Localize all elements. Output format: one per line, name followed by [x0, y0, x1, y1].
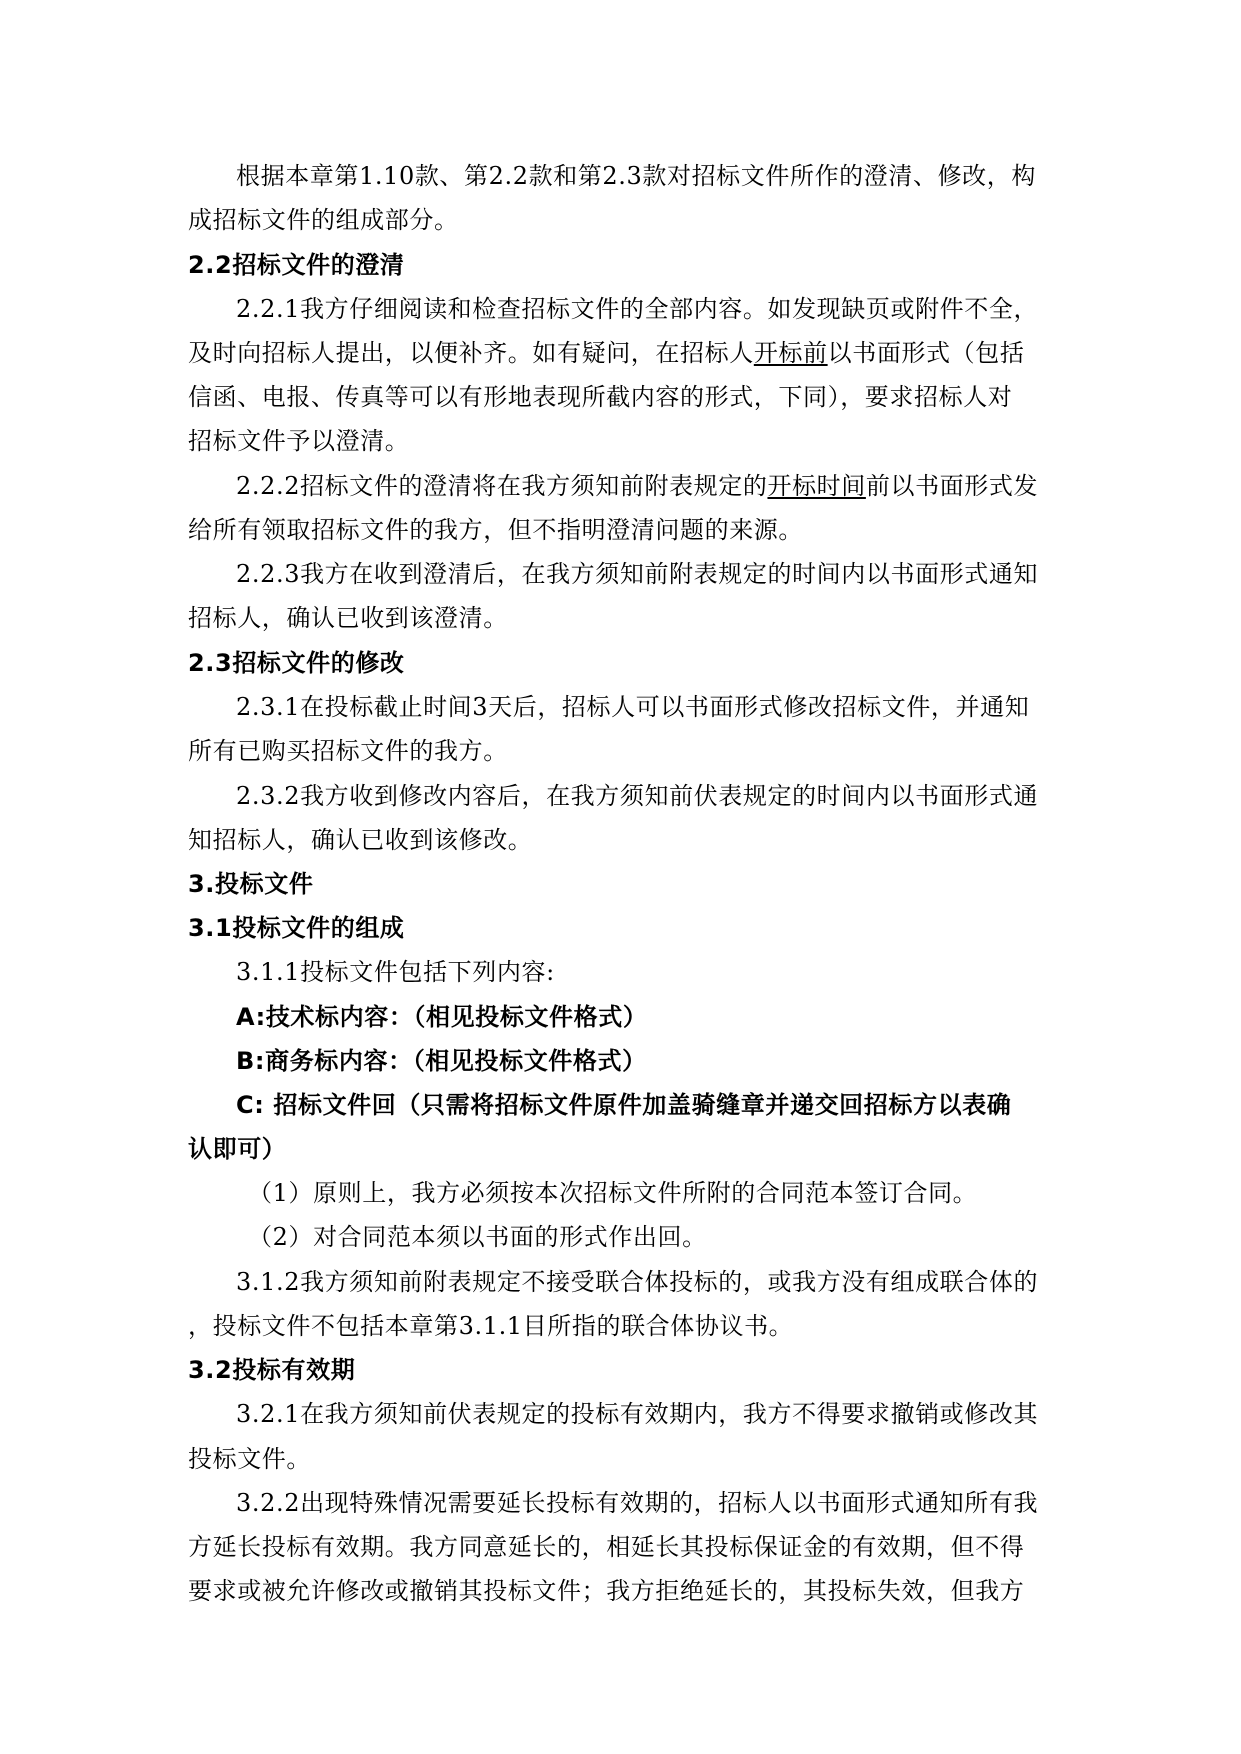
paragraph-line: 方延长投标有效期。我方同意延长的，相延长其投标保证金的有效期，但不得	[188, 1533, 1025, 1561]
paragraph-line: 2.2.3我方在收到澄清后，在我方须知前附表规定的时间内以书面形式通知	[236, 560, 1039, 588]
paragraph-line: ，投标文件不包括本章第3.1.1目所指的联合体协议书。	[188, 1312, 794, 1340]
underlined-term: 开标时间	[767, 472, 866, 500]
paragraph-line: 给所有领取招标文件的我方，但不指明澄清问题的来源。	[188, 516, 803, 544]
list-item-c: C: 招标文件回（只需将招标文件原件加盖骑缝章并递交回招标方以表确	[236, 1091, 1012, 1119]
paragraph-line: 3.1.1投标文件包括下列内容:	[236, 958, 555, 986]
paragraph-line: 投标文件。	[188, 1445, 311, 1473]
paragraph-line: 成招标文件的组成部分。	[188, 206, 459, 234]
section-heading-3-2: 3.2投标有效期	[188, 1356, 356, 1384]
note-line: （1）原则上，我方必须按本次招标文件所附的合同范本签订合同。	[248, 1179, 978, 1207]
section-heading-3: 3.投标文件	[188, 870, 314, 898]
paragraph-line: 招标人，确认已收到该澄清。	[188, 604, 508, 632]
list-item-b: B:商务标内容：（相见投标文件格式）	[236, 1047, 647, 1075]
list-item-a: A:技术标内容：（相见投标文件格式）	[236, 1003, 648, 1031]
paragraph-line: 3.1.2我方须知前附表规定不接受联合体投标的，或我方没有组成联合体的	[236, 1268, 1039, 1296]
paragraph-line: 根据本章第1.10款、第2.2款和第2.3款对招标文件所作的澄清、修改，构	[236, 162, 1036, 190]
text-span: 以书面形式（包括	[827, 339, 1025, 367]
paragraph-line: 所有已购买招标文件的我方。	[188, 737, 508, 765]
text-span: 及时向招标人提出，以便补齐。如有疑问，在招标人	[188, 339, 754, 367]
paragraph-line: 2.2.1我方仔细阅读和检查招标文件的全部内容。如发现缺页或附件不全，	[236, 295, 1039, 323]
paragraph-line: 信函、电报、传真等可以有形地表现所截内容的形式，下同），要求招标人对	[188, 383, 1013, 411]
paragraph-line: 3.2.2出现特殊情况需要延长投标有效期的，招标人以书面形式通知所有我	[236, 1489, 1039, 1517]
section-heading-3-1: 3.1投标文件的组成	[188, 914, 405, 942]
text-span: 2.2.2招标文件的澄清将在我方须知前附表规定的	[236, 472, 768, 500]
paragraph-line: 知招标人，确认已收到该修改。	[188, 826, 533, 854]
underlined-term: 开标前	[753, 339, 828, 367]
note-line: （2）对合同范本须以书面的形式作出回。	[248, 1223, 707, 1251]
paragraph-line: 3.2.1在我方须知前伏表规定的投标有效期内，我方不得要求撤销或修改其	[236, 1400, 1039, 1428]
list-item-c-continued: 认即可）	[188, 1135, 287, 1163]
text-span: 前以书面形式发	[865, 472, 1039, 500]
paragraph-line	[236, 471, 1116, 501]
section-heading-2-2: 2.2招标文件的澄清	[188, 251, 405, 279]
paragraph-line: 要求或被允许修改或撤销其投标文件；我方拒绝延长的，其投标失效，但我方	[188, 1577, 1025, 1605]
paragraph-line: 招标文件予以澄清。	[188, 427, 410, 455]
section-heading-2-3: 2.3招标文件的修改	[188, 649, 405, 677]
paragraph-line: 2.3.1在投标截止时间3天后，招标人可以书面形式修改招标文件，并通知	[236, 693, 1030, 721]
paragraph-line: 2.3.2我方收到修改内容后，在我方须知前伏表规定的时间内以书面形式通	[236, 782, 1039, 810]
paragraph-line	[188, 338, 1068, 368]
